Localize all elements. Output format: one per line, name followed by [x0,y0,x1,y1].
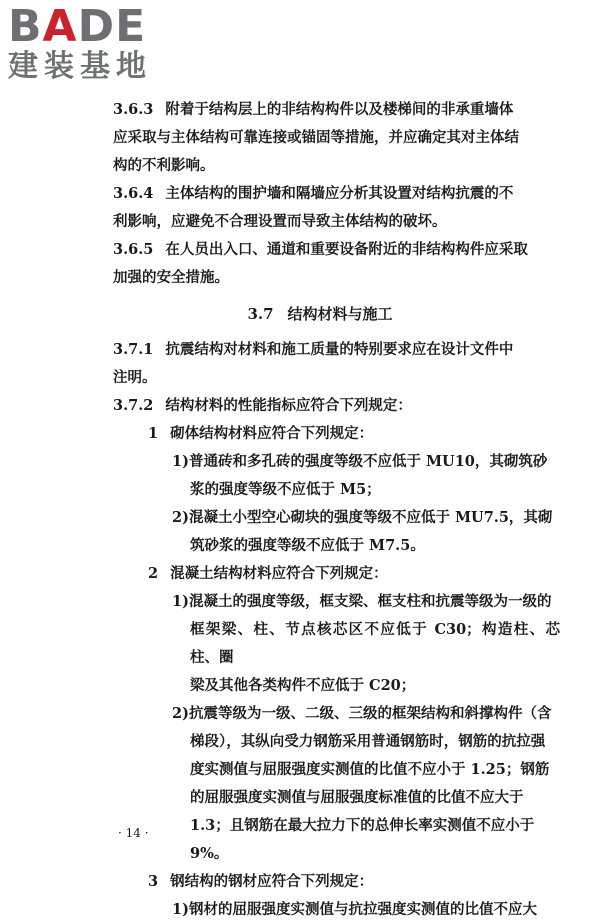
logo-subtitle: 建装基地 [8,49,152,84]
sub-item-line: 筑砂浆的强度等级不应低于 M7.5。 [190,537,425,554]
logo-letter-a: A [42,1,78,52]
sub-item-number: 2) [172,509,189,526]
clause-line: 加强的安全措施。 [113,269,229,286]
sub-item-line: 9%。 [190,845,229,862]
list-item [0,420,600,560]
item-number: 3 [148,873,159,890]
sub-item-text: 混凝土的强度等级，框支梁、框支柱和抗震等级为一级的 [188,593,552,610]
section-heading [40,300,600,328]
clause-line [0,392,600,420]
item-number: 2 [148,565,159,582]
sub-item-line [0,504,600,532]
sub-item-line: 浆的强度等级不应低于 M5； [190,481,381,498]
item-line [0,868,600,896]
item-number: 1 [148,425,159,442]
section-number: 3.7 [247,305,274,323]
document-page [0,96,600,924]
item-text: 混凝土结构材料应符合下列规定： [170,565,388,582]
section-title: 结构材料与施工 [287,305,393,323]
sub-item-number: 1) [172,593,189,610]
sub-item-text: 抗震等级为一级、二级、三级的框架结构和斜撑构件（含 [188,705,552,722]
clause-line [0,96,600,124]
clause-line [0,236,600,264]
sub-item-line: 梁及其他各类构件不应低于 C20； [190,677,416,694]
item-line [0,560,600,588]
clause-3-6-5 [0,236,600,292]
sub-item-line: 度实测值与屈服强度实测值的比值不应小于 1.25；钢筋 [190,761,550,778]
list-item [0,560,600,868]
clause-number: 3.7.2 [113,397,154,414]
sub-item-line [0,700,600,728]
item-line [0,420,600,448]
page-number: · 14 · [118,826,149,840]
clause-text: 主体结构的围护墙和隔墙应分析其设置对结构抗震的不 [165,185,514,202]
clause-line: 利影响，应避免不合理设置而导致主体结构的破坏。 [113,213,447,230]
sub-item-line: 框架梁、柱、节点核芯区不应低于 C30；构造柱、芯柱、圈 [190,621,560,666]
clause-number: 3.6.5 [113,241,154,258]
sub-item-line [0,588,600,616]
clause-line [0,180,600,208]
sub-item-text: 混凝土小型空心砌块的强度等级不应低于 MU7.5，其砌 [188,509,553,526]
clause-text: 结构材料的性能指标应符合下列规定： [165,397,412,414]
item-text: 钢结构的钢材应符合下列规定： [170,873,374,890]
clause-line: 应采取与主体结构可靠连接或锚固等措施，并应确定其对主体结 [113,129,519,146]
item-text: 砌体结构材料应符合下列规定： [170,425,374,442]
sub-item-number: 1) [172,453,189,470]
clause-line: 构的不利影响。 [113,157,215,174]
bade-logo [8,1,178,84]
clause-text: 在人员出入口、通道和重要设备附近的非结构构件应采取 [165,241,528,258]
clause-number: 3.6.4 [113,185,154,202]
logo-wordmark [8,1,178,52]
list-item [0,868,600,924]
logo-letter-b: B [8,1,43,52]
sub-item-line [0,448,600,476]
clause-text: 抗震结构对材料和施工质量的特别要求应在设计文件中 [165,341,514,358]
sub-item-line: 的屈服强度实测值与屈服强度标准值的比值不应大于 [190,789,524,806]
sub-item-text: 普通砖和多孔砖的强度等级不应低于 MU10，其砌筑砂 [188,453,548,470]
clause-line: 注明。 [113,369,157,386]
clause-3-7-1 [0,336,600,392]
sub-item-number: 2) [172,705,189,722]
clause-number: 3.6.3 [113,101,154,118]
logo-letters-de: DE [77,1,147,52]
clause-line [0,336,600,364]
sub-item-number: 1) [172,901,189,918]
clause-3-7-2 [0,392,600,420]
clause-3-6-3 [0,96,600,180]
sub-item-line: 梯段），其纵向受力钢筋采用普通钢筋时，钢筋的抗拉强 [190,733,546,750]
sub-item-line: 1.3；且钢筋在最大拉力下的总伸长率实测值不应小于 [190,817,535,834]
clause-text: 附着于结构层上的非结构构件以及楼梯间的非承重墙体 [165,101,514,118]
sub-item-line [0,896,600,924]
clause-number: 3.7.1 [113,341,154,358]
clause-3-6-4 [0,180,600,236]
sub-item-text: 钢材的屈服强度实测值与抗拉强度实测值的比值不应大 [188,901,537,918]
